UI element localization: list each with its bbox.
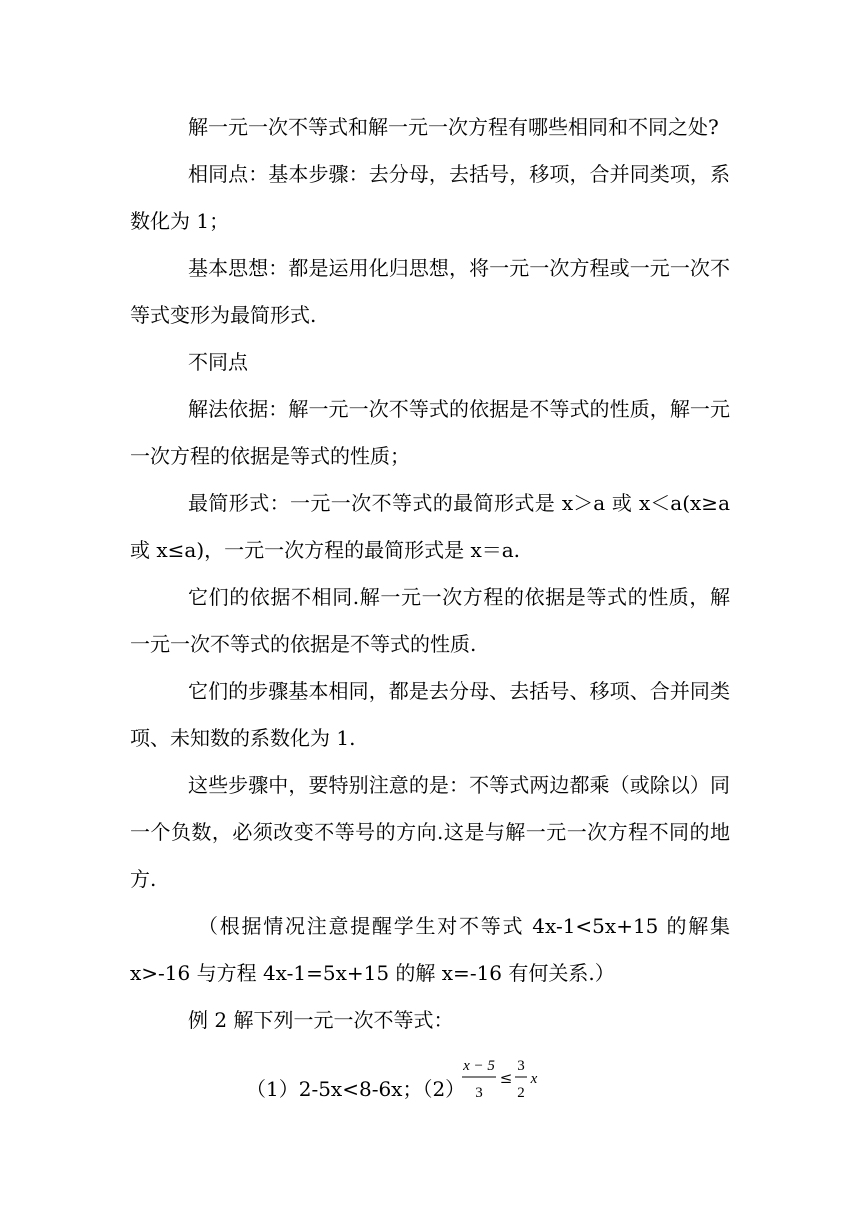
right-denominator: 2 (517, 1085, 525, 1101)
less-equal-sign: ≤ (499, 1069, 513, 1087)
paragraph-basis-differs: 它们的依据不相同.解一元一次方程的依据是等式的性质，解一元一次不等式的依据是不等式的性质. (130, 585, 730, 656)
paragraph-example-heading: 例 2 解下列一元一次不等式： (188, 1008, 454, 1032)
paragraph-differences-heading: 不同点 (188, 350, 248, 374)
right-numerator: 3 (517, 1058, 525, 1074)
paragraph-note: （根据情况注意提醒学生对不等式 4x-1<5x+15 的解集x>-16 与方程 4x-1=5x+15 的解 x=-16 有何关系.） (130, 914, 730, 985)
paragraph-steps-same: 它们的步骤基本相同，都是去分母、去括号、移项、合并同类项、未知数的系数化为 1. (130, 679, 730, 750)
paragraph-caution: 这些步骤中，要特别注意的是：不等式两边都乘（或除以）同一个负数，必须改变不等号的方向.这是与解一元一次方程不同的地方. (130, 773, 730, 891)
document-body (130, 104, 730, 1114)
paragraph-question: 解一元一次不等式和解一元一次方程有哪些相同和不同之处? (188, 115, 719, 139)
fraction-inequality-svg (460, 1052, 560, 1116)
right-variable: x (530, 1071, 538, 1087)
paragraph-solution-basis: 解法依据：解一元一次不等式的依据是不等式的性质，解一元一次方程的依据是等式的性质； (130, 397, 730, 468)
paragraph-basic-idea: 基本思想：都是运用化归思想，将一元一次方程或一元一次不等式变形为最简形式. (130, 256, 730, 327)
left-denominator: 3 (475, 1085, 483, 1101)
inequality-formula (402, 1052, 538, 1116)
left-numerator: x − 5 (463, 1058, 495, 1074)
paragraph-similarities: 相同点：基本步骤：去分母，去括号，移项，合并同类项，系数化为 1； (130, 162, 730, 233)
example-problem-text: （1）2-5x<8-6x；（2） (246, 1077, 466, 1101)
paragraph-simplest-form: 最简形式：一元一次不等式的最简形式是 x＞a 或 x＜a(x≥a 或 x≤a)，一元一次方程的最简形式是 x＝a. (130, 491, 730, 562)
example-problems (130, 1044, 730, 1114)
